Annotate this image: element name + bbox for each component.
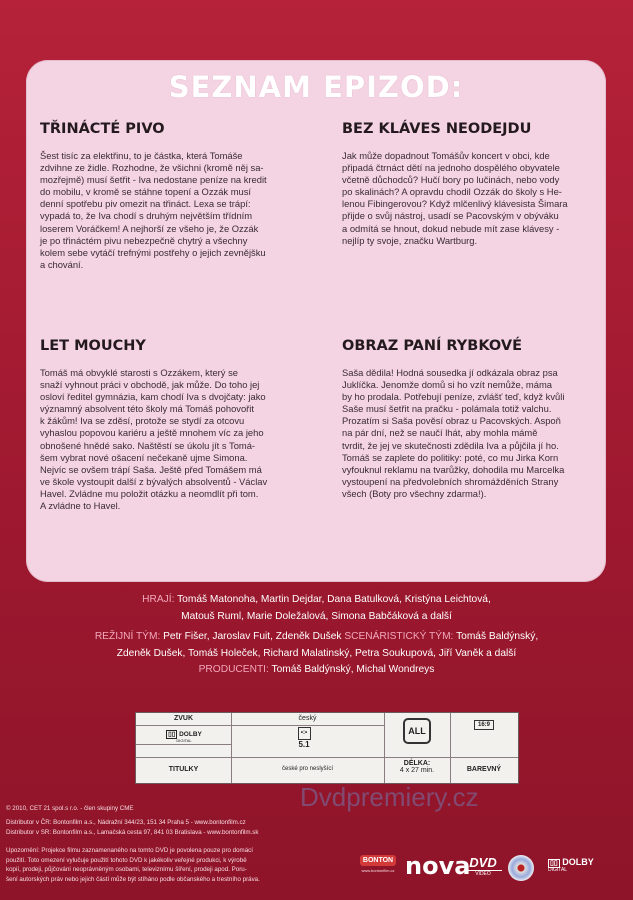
dvd-sub: VIDEO: [464, 870, 502, 877]
episode-text-line: Šest tisíc za elektřinu, to je částka, která Tomáše: [40, 150, 243, 161]
zvuk-value: český: [298, 715, 317, 722]
surround-icon: •:• 5.1: [291, 727, 317, 749]
episode-text-line: Tomáš se zaplete do politiky: poté, co mu Jirka Korn: [342, 451, 559, 463]
episode-text-line: včetně důchodců? Hučí bory po lučinách, nebo vody: [342, 174, 560, 186]
dolby-sub: DIGITAL: [176, 738, 192, 743]
episode-text-line: šem vybrat nové ošacení nečekaně ujme Simona.: [40, 451, 248, 463]
delka-value: 4 x 27 min.: [399, 767, 435, 774]
director-label: REŽIJNÍ TÝM:: [94, 631, 161, 642]
rating-icon: [395, 718, 439, 744]
titulky-label: TITULKY: [168, 766, 199, 773]
episode-text-line: významný absolvent této školy má Tomáš pohovořit: [40, 403, 254, 415]
dolby-digital-icon: ▯▯ DOLBY DIGITAL: [154, 730, 214, 743]
episode-3-text: [40, 367, 312, 512]
tech-info-box: [135, 712, 519, 784]
dolby-label: DOLBY: [179, 731, 202, 738]
credits-crew: [0, 629, 633, 679]
cast-label: HRAJÍ:: [142, 594, 175, 605]
episode-text-line: A zvládne to Havel.: [40, 500, 121, 512]
episode-text-line: tvrdit, že jej ve skutečnosti zdědila Iva a půjčila jí ho.: [342, 439, 559, 451]
bonton-url: www.bontonfilm.cz: [361, 868, 395, 873]
episode-text-line: mozřejmě) musí šetřit - Iva nedostane peníze na kredit: [40, 174, 267, 186]
delka-block: [384, 760, 450, 774]
dolby-logo: ▯▯ DOLBY DIGITAL: [548, 857, 618, 873]
episode-1-title: TŘINÁCTÉ PIVO: [40, 121, 165, 137]
nova-logo: nova: [405, 852, 471, 880]
episode-text-line: ve škole vystoupit další z bývalých absolventů - Václav: [40, 475, 268, 487]
episode-text-line: Saša dědila! Hodná sousedka jí odkázala obraz psa: [342, 367, 558, 378]
dolby-logo-sub: DIGITAL: [548, 867, 568, 873]
warning-line: šení autorských práv nebo jejich částí může být stíháno podle občanského a trestního práva.: [6, 875, 260, 883]
episode-4-text: [342, 367, 610, 500]
warning-line: Upozornění: Projekce filmu zaznamenaného na tomto DVD je povolena pouze pro domácí: [6, 847, 253, 854]
zvuk-label: ZVUK: [173, 715, 194, 722]
distributor-sr: Distributor v SR: Bontonfilm a.s., Lamačská cesta 97, 841 03 Bratislava - www.bontonfilm.sk: [6, 829, 259, 836]
cast-line-2: Matouš Ruml, Marie Doležalová, Simona Babčáková a další: [181, 610, 452, 622]
episode-text-line: Nejvíc se ovšem trápí Saša. Ještě před Tomášem má: [40, 463, 262, 475]
warning-line: kopií, prodeji, půjčování neoprávněným osobami, televiznímu šíření, prodeji apod. Poru-: [6, 866, 247, 873]
delka-label: DÉLKA:: [403, 760, 431, 767]
episode-text-line: je po třináctém pivu nebezpečně chytrý a všechny: [40, 234, 248, 246]
rating-value: ALL: [403, 718, 431, 744]
director-names: Petr Fišer, Jaroslav Fuit, Zdeněk Dušek: [163, 631, 342, 642]
episode-text-line: připadá čtrnáct dětí na jednoho dospělého obyvatele: [342, 162, 560, 174]
episode-text-line: Havel. Zvládne mu položit otázku a neomdlít při tom.: [40, 487, 259, 499]
writer-names-1: Tomáš Baldýnský,: [456, 631, 539, 642]
bonton-text: BONTON: [360, 855, 396, 866]
episode-text-line: kolem sebe vytáčí trefnými postřehy o jejich zevnějšku: [40, 246, 266, 258]
episode-text-line: na pár dní, než se naučí lhát, aby mohla mámě: [342, 427, 538, 439]
titulky-value: české pro neslyšící: [281, 766, 334, 772]
channels: 5.1: [298, 740, 310, 749]
warning-text: [6, 846, 331, 884]
watermark-logo: Dvdpremiery.cz: [300, 782, 479, 812]
episode-text-line: denní spotřebu piv omezit na třináct. Lexa se trápí:: [40, 198, 251, 210]
episode-text-line: a chování.: [40, 258, 84, 270]
bonton-logo: [360, 855, 396, 873]
episode-text-line: vypadá to, že Iva chodí s druhým největším třídním: [40, 210, 253, 222]
episode-text-line: vyfouknul reklamu na tvarůžky, dohodila mu Marcelka: [342, 463, 565, 475]
dvd-text: DVD: [469, 855, 497, 870]
disc-icon: [508, 855, 534, 881]
episode-2-title: BEZ KLÁVES NEODEJDU: [342, 121, 532, 137]
episode-text-line: vystoupení na předvolebních shromážděních Strany: [342, 475, 559, 487]
writer-label: SCENÁRISTICKÝ TÝM:: [344, 631, 454, 642]
dvd-video-logo: [464, 855, 502, 877]
episode-3-title: LET MOUCHY: [40, 338, 146, 354]
panel-title: SEZNAM EPIZOD:: [168, 70, 464, 104]
episode-text-line: všech (Boty pro všechny zdarma!).: [342, 487, 487, 499]
warning-line: použití. Toto omezení vylučuje použití tohoto DVD k jakékoliv veřejné produkci, k výrobě: [6, 856, 247, 864]
episode-text-line: Jak může dopadnout Tomášův koncert v obci, kde: [342, 150, 550, 161]
credits-cast: [0, 592, 633, 625]
episode-text-line: obnošené hnědé sako. Naštěstí se úkolu jít s Tomá-: [40, 439, 256, 451]
episode-text-line: přijde o svůj nástroj, usadí se Pacovským v obýváku: [342, 210, 559, 222]
episode-text-line: po skalinách? A opravdu chodil Ozzák do školy s He-: [342, 186, 562, 198]
producer-label: PRODUCENTI:: [198, 664, 269, 675]
episode-text-line: vyhaslou popovou kariéru a ještě mnohem víc za jeho: [40, 427, 264, 439]
episode-text-line: k žákům! Iva se zděsí, protože se stydí za otcovu: [40, 415, 245, 427]
episode-text-line: lenou Fibingerovou? Když mlčenlivý klávesista Šimara: [342, 198, 568, 210]
episode-text-line: osloví ředitel gymnázia, kam chodí Iva s dvojčaty: jako: [40, 391, 266, 403]
cast-line-1: Tomáš Matonoha, Martin Dejdar, Dana Batulková, Kristýna Leichtová,: [177, 594, 491, 605]
writer-names-2: Zdeněk Dušek, Tomáš Holeček, Richard Malatinský, Petra Soukupová, Jiří Vaněk a další: [116, 647, 517, 659]
episode-text-line: snaží vyhnout práci v obchodě, jak může. Do toho jej: [40, 379, 260, 391]
episode-4-title: OBRAZ PANÍ RYBKOVÉ: [342, 338, 522, 354]
episode-text-line: a odmítá se hnout, dokud nebude mít zase klávesy -: [342, 222, 560, 234]
episode-text-line: by ho prodala. Potřebují peníze, zvlášť teď, když kvůli: [342, 391, 565, 403]
episode-text-line: Juklíčka. Jenomže domů si ho vzít nemůže, máma: [342, 379, 552, 391]
episode-text-line: Tomáš má obvyklé starosti s Ozzákem, který se: [40, 367, 238, 378]
episode-text-line: Saše musí šetřit na pračku - polámala totiž valchu.: [342, 403, 552, 415]
aspect-icon: [450, 720, 518, 730]
episode-1-text: [40, 150, 310, 271]
episode-text-line: do mobilu, v kromě se stáhne topení a Ozzák musí: [40, 186, 252, 198]
producer-names: Tomáš Baldýnský, Michal Wondreys: [271, 664, 435, 675]
episode-text-line: Prozatím si Saša pověsí obraz u Pacovských. Aspoň: [342, 415, 561, 427]
episode-text-line: zdvihne ze židle. Rozhodne, že všichni (kromě něj sa-: [40, 162, 264, 174]
episode-text-line: loserem Voráčkem! A nejhorší ze všeho je, že Ozzák: [40, 222, 259, 234]
episode-2-text: [342, 150, 607, 247]
dolby-logo-text: DOLBY: [562, 857, 594, 867]
color-label: BAREVNÝ: [466, 766, 502, 773]
aspect-value: 16:9: [474, 720, 494, 730]
distributor-cr: Distributor v ČR: Bontonfilm a.s., Nádražní 344/23, 151 34 Praha 5 - www.bontonfilm.cz: [6, 819, 246, 826]
episode-text-line: nejlíp ty svoje, značku Wartburg.: [342, 234, 478, 246]
copyright: © 2010, CET 21 spol.s r.o. - člen skupiny CME: [6, 805, 134, 812]
